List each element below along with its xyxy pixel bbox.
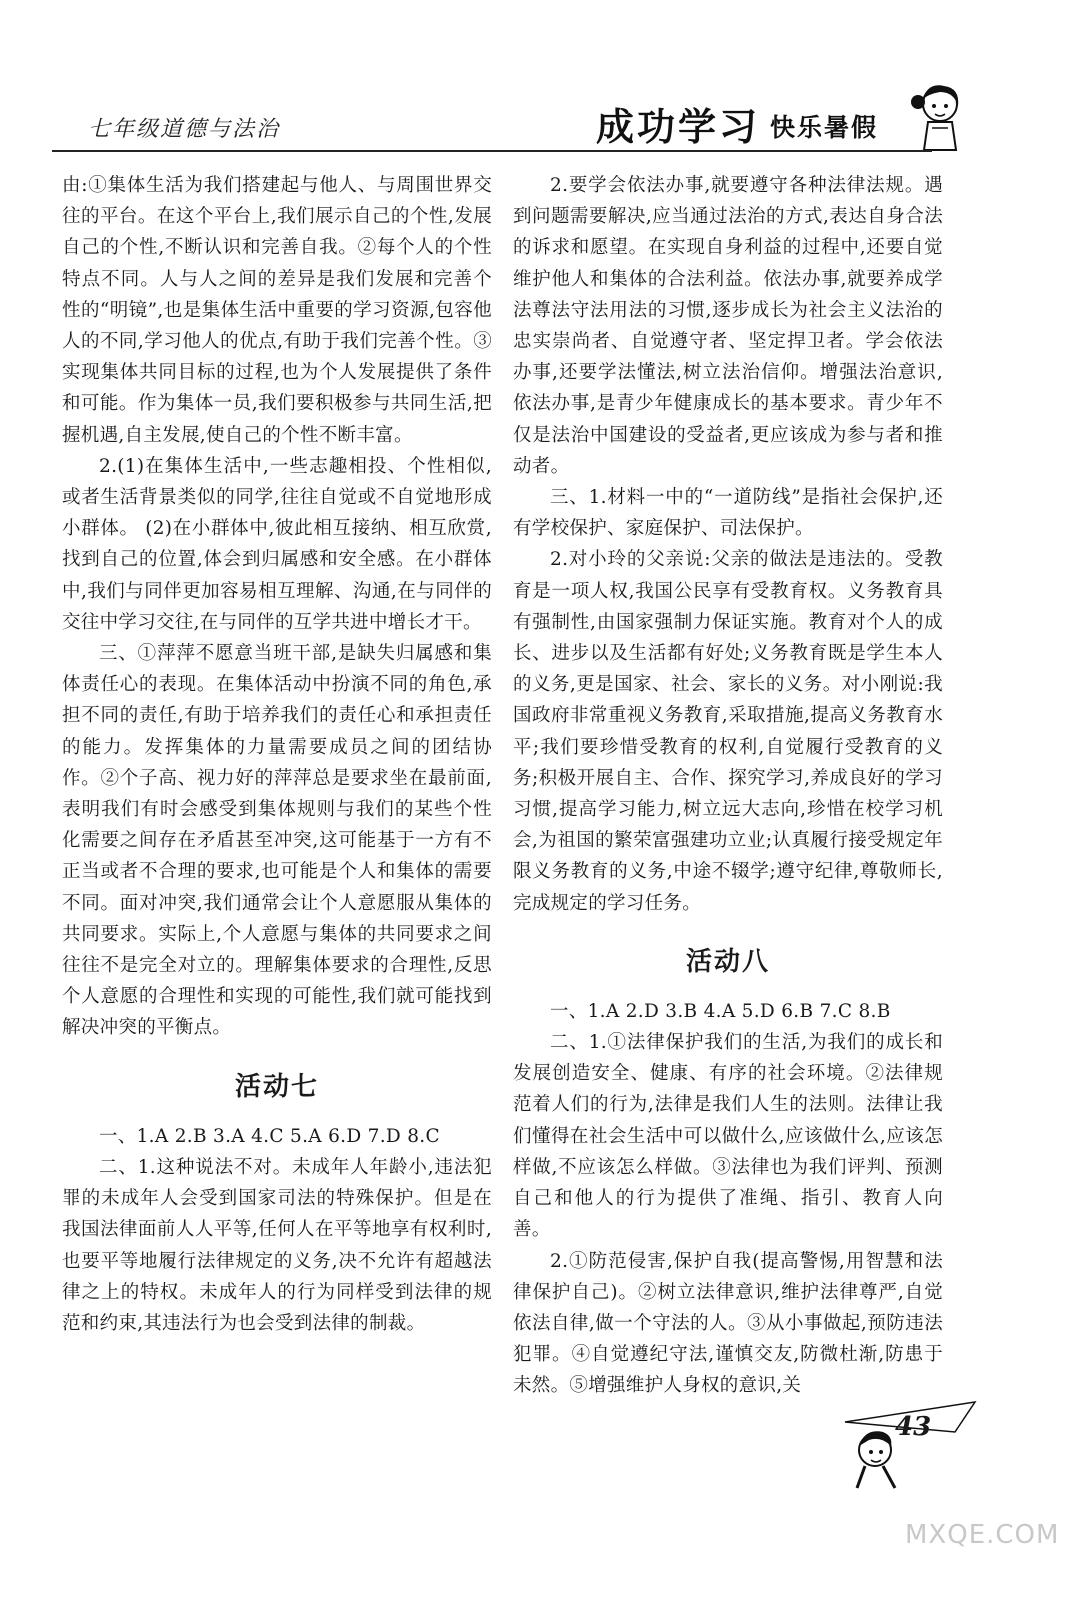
paragraph: 由:①集体生活为我们搭建起与他人、与周围世界交往的平台。在这个平台上,我们展示自己的个性,发展自己的个性,不断认识和完善自我。②每个人的个性特点不同。人与人之间的差异是我们发展和完善个性的“明镜”,也是集体生活中重要的学习资源,包容他人的不同,学习他人的优点,有助于我们完善个性。③实现集体共同目标的过程,也为个人发展提供了条件和可能。作为集体一员,我们要积极参与共同生活,把握机遇,自主发展,使自己的个性不断丰富。 [62, 175, 492, 446]
answer-key: 一、1.A 2.B 3.A 4.C 5.A 6.D 7.D 8.C [99, 1125, 440, 1147]
watermark: MXQE.COM [905, 1520, 1060, 1550]
brand-title: 成功学习 [596, 105, 761, 149]
boy-mascot-icon [835, 1392, 985, 1492]
page-header [0, 0, 1091, 160]
brand-subtitle: 快乐暑假 [770, 113, 879, 142]
paragraph: 2.①防范侵害,保护自我(提高警惕,用智慧和法律保护自己)。②树立法律意识,维护法律尊严,自觉依法自律,做一个守法的人。③从小事做起,预防违法犯罪。④自觉遵纪守法,谨慎交友,防微杜渐,防患于未然。⑤增强维护人身权的意识,关 [513, 1250, 943, 1397]
header-divider [52, 150, 932, 152]
book-title: 七年级道德与法治 [88, 117, 281, 142]
right-column [513, 170, 943, 1402]
paragraph: 二、1.这种说法不对。未成年人年龄小,违法犯罪的未成年人会受到国家司法的特殊保护。但是在我国法律面前人人平等,任何人在平等地享有权利时,也要平等地履行法律规定的义务,决不允许有超越法律之上的特权。未成年人的行为同样受到法律的规范和约束,其违法行为也会受到法律的制裁。 [62, 1156, 492, 1334]
paragraph: 三、1.材料一中的“一道防线”是指社会保护,还有学校保护、家庭保护、司法保护。 [513, 487, 943, 540]
section-title: 活动七 [234, 1071, 319, 1102]
paragraph: 二、1.①法律保护我们的生活,为我们的成长和发展创造安全、健康、有序的社会环境。②法律规范着人们的行为,法律是我们人生的法则。法律让我们懂得在社会生活中可以做什么,应该做什么,应该怎样做,不应该怎么样做。③法律也为我们评判、预测自己和他人的行为提供了准绳、指引、教育人向善。 [513, 1032, 943, 1241]
section-title: 活动八 [685, 946, 770, 977]
paragraph: 三、①萍萍不愿意当班干部,是缺失归属感和集体责任心的表现。在集体活动中扮演不同的角色,承担不同的责任,有助于培养我们的责任心和承担责任的能力。发挥集体的力量需要成员之间的团结协作。②个子高、视力好的萍萍总是要求坐在最前面,表明我们有时会感受到集体规则与我们的某些个性化需要之间存在矛盾甚至冲突,这可能基于一方有不正当或者不合理的要求,也可能是个人和集体的需要不同。面对冲突,我们通常会让个人意愿服从集体的共同要求。实际上,个人意愿与集体的共同要求之间往往不是完全对立的。理解集体要求的合理性,反思个人意愿的合理性和实现的可能性,我们就可能找到解决冲突的平衡点。 [62, 643, 492, 1039]
left-column [62, 170, 492, 1339]
paragraph: 2.(1)在集体生活中,一些志趣相投、个性相似,或者生活背景类似的同学,往往自觉或不自觉地形成小群体。 (2)在小群体中,彼此相互接纳、相互欣赏,找到自己的位置,体会到归属感和安全感。在小群体中,我们与同伴更加容易相互理解、沟通,在与同伴的交往中学习交往,在与同伴的互学共进中增长才干。 [62, 455, 492, 633]
girl-mascot-icon [910, 78, 970, 154]
paragraph: 2.对小玲的父亲说:父亲的做法是违法的。受教育是一项人权,我国公民享有受教育权。义务教育具有强制性,由国家强制力保证实施。教育对个人的成长、进步以及生活都有好处;义务教育既是学生本人的义务,更是国家、社会、家长的义务。对小刚说:我国政府非常重视义务教育,采取措施,提高义务教育水平;我们要珍惜受教育的权利,自觉履行受教育的义务;积极开展自主、合作、探究学习,养成良好的学习习惯,提高学习能力,树立远大志向,珍惜在校学习机会,为祖国的繁荣富强建功立业;认真履行接受规定年限义务教育的义务,中途不辍学;遵守纪律,尊敬师长,完成规定的学习任务。 [513, 549, 943, 914]
page-number: 43 [895, 1412, 932, 1442]
answer-key: 一、1.A 2.D 3.B 4.A 5.D 6.B 7.C 8.B [550, 1000, 891, 1022]
paragraph: 2.要学会依法办事,就要遵守各种法律法规。遇到问题需要解决,应当通过法治的方式,表达自身合法的诉求和愿望。在实现自身利益的过程中,还要自觉维护他人和集体的合法利益。依法办事,就要养成学法尊法守法用法的习惯,逐步成长为社会主义法治的忠实崇尚者、自觉遵守者、坚定捍卫者。学会依法办事,还要学法懂法,树立法治信仰。增强法治意识,依法办事,是青少年健康成长的基本要求。青少年不仅是法治中国建设的受益者,更应该成为参与者和推动者。 [513, 175, 943, 477]
